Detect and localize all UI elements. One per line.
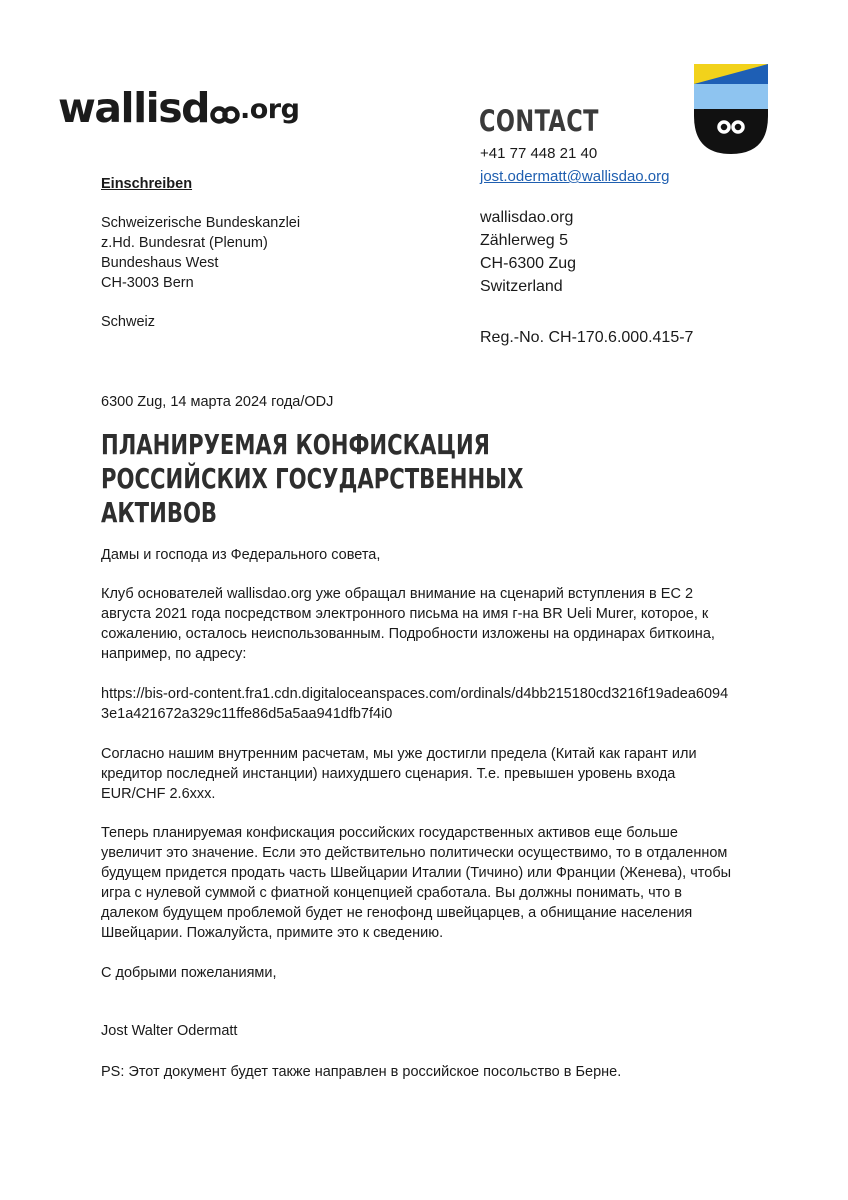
wallisdao-logo [58, 80, 299, 130]
recipient-line: Bundeshaus West [101, 255, 219, 271]
wallis-crest-icon [694, 64, 768, 154]
address-line: wallisdao.org [480, 209, 574, 226]
infinity-logo-mark [210, 106, 240, 124]
recipient-line: z.Hd. Bundesrat (Plenum) [101, 235, 268, 251]
body-paragraph: Согласно нашим внутренним расчетам, мы уже достигли предела (Китай как гарант или кредитор последней инстанции) наихудшего сценария. Т.е. превышен уровень входа EUR/CHF 2.6xxx. [101, 746, 697, 802]
date-line: 6300 Zug, 14 марта 2024 года/ODJ [101, 394, 334, 410]
body-paragraph: Клуб основателей wallisdao.org уже обращал внимание на сценарий вступления в ЕС 2 августа 2021 года посредством электронного письма на имя г-на BR Ueli Murer, которое, к сожалению, осталось неиспользованным. Подробности изложены на ординарах биткоина, например, по адресу: [101, 586, 715, 662]
logo-domain-suffix: .org [239, 94, 300, 125]
recipient-line: CH-3003 Bern [101, 275, 194, 291]
recipient-line: Schweizerische Bundeskanzlei [101, 215, 301, 231]
salutation: Дамы и господа из Федерального совета, [101, 547, 381, 563]
closing: С добрыми пожеланиями, [101, 965, 277, 981]
registration-number: Reg.-No. CH-170.6.000.415-7 [480, 329, 694, 346]
delivery-method: Einschreiben [101, 176, 193, 192]
signature: Jost Walter Odermatt [101, 1023, 238, 1039]
postscript: PS: Этот документ будет также направлен в российское посольство в Берне. [101, 1064, 622, 1080]
contact-phone: +41 77 448 21 40 [480, 145, 598, 162]
address-line: Switzerland [480, 278, 563, 295]
letter-title: ПЛАНИРУЕМАЯ КОНФИСКАЦИЯ РОССИЙСКИХ ГОСУДАРСТВЕННЫХ АКТИВОВ [101, 428, 524, 529]
contact-email-link[interactable]: jost.odermatt@wallisdao.org [480, 168, 670, 185]
address-line: Zählerweg 5 [480, 232, 569, 249]
contact-heading: CONTACT [479, 104, 599, 138]
bitcoin-ordinal-link[interactable]: https://bis-ord-content.fra1.cdn.digitaloceanspaces.com/ordinals/d4bb215180cd3216f19adea60943e1a421672a329c11ffe86d5a5aa941dfb7f4i0 [101, 686, 729, 722]
logo-wordmark: wallisd [58, 84, 209, 132]
body-paragraph: Теперь планируемая конфискация российских государственных активов еще больше увеличит это значение. Если это действительно политически осуществимо, то в отдаленном будущем придется продать часть Швейцарии Италии (Тичино) или Франции (Женева), чтобы игра с нулевой суммой с фиатной концепцией сработала. Вы должны понимать, что в далеком будущем проблемой будет не генофонд швейцарцев, а обнищание населения Швейцарии. Пожалуйста, примите это к сведению. [101, 825, 732, 941]
recipient-country: Schweiz [101, 314, 155, 330]
address-line: CH-6300 Zug [480, 255, 577, 272]
